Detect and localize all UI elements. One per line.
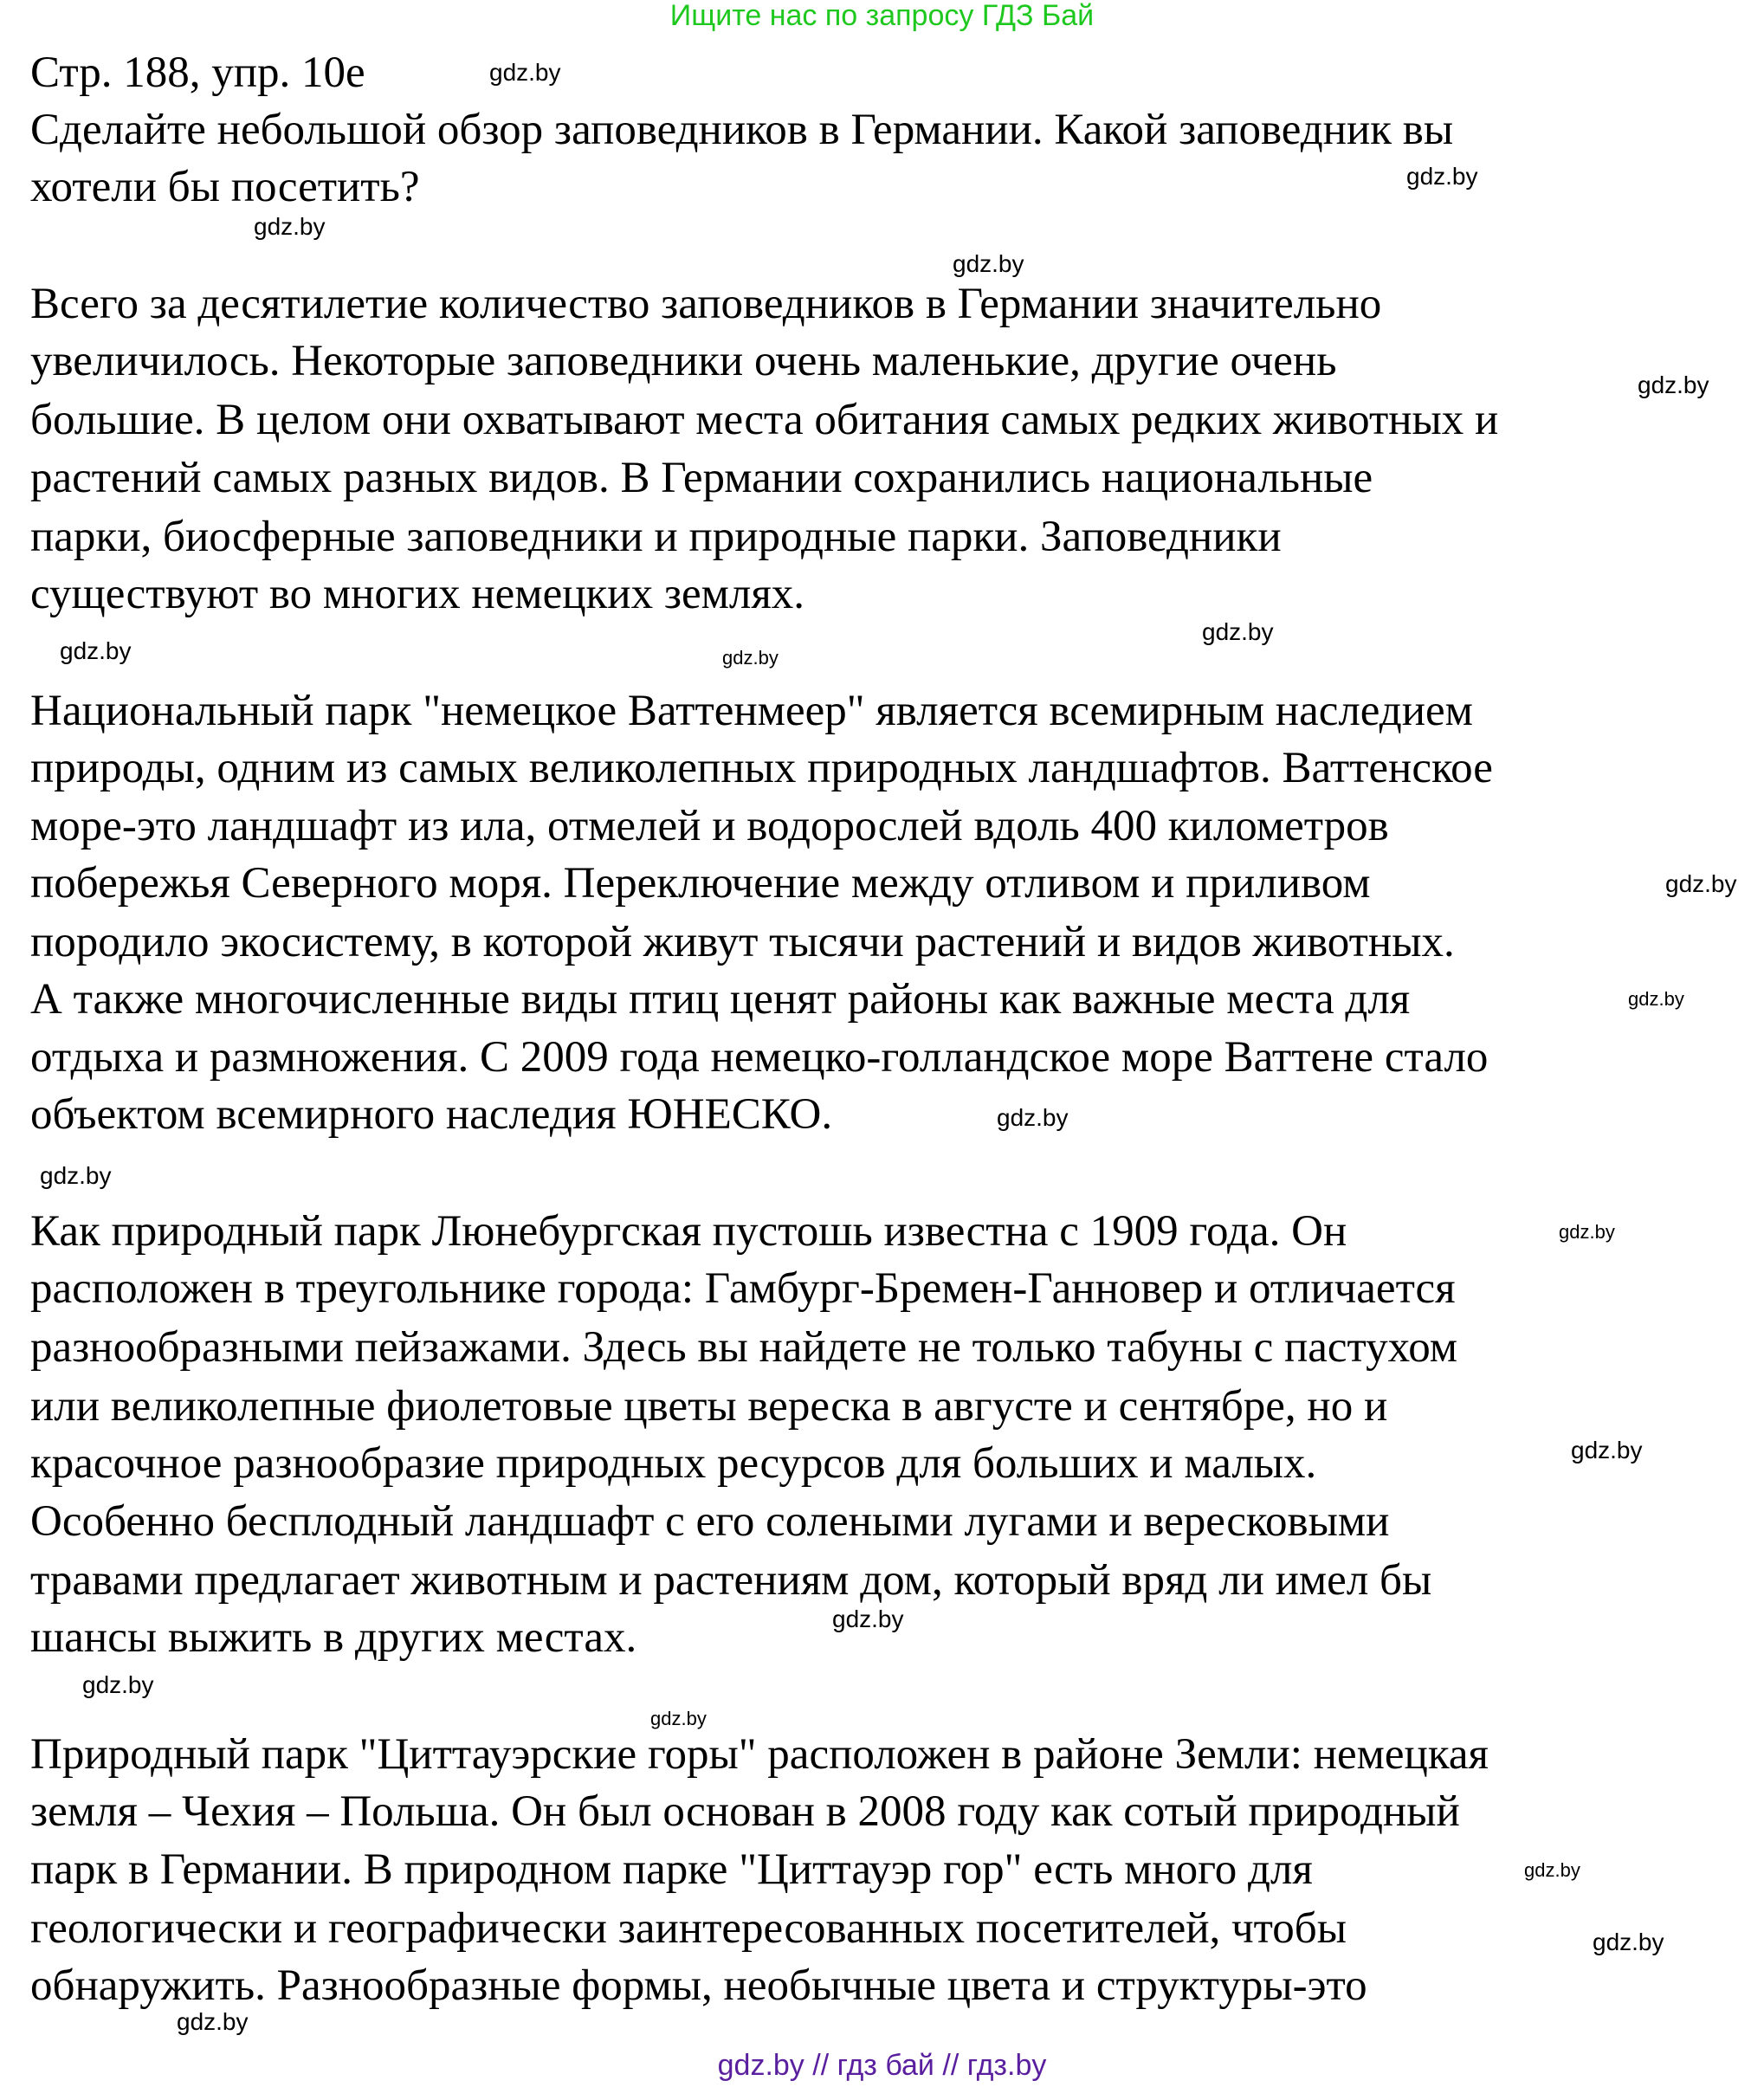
watermark: gdz.by — [650, 1708, 707, 1729]
watermark: gdz.by — [997, 1104, 1069, 1131]
paragraph-line: расположен в треугольнике города: Гамбург-Бремен-Ганновер и отличается — [30, 1264, 1456, 1313]
question-line: Сделайте небольшой обзор заповедников в Германии. Какой заповедник вы — [30, 106, 1454, 154]
watermark: gdz.by — [489, 59, 561, 86]
watermark: gdz.by — [1665, 870, 1737, 897]
paragraph-line: Как природный парк Люнебургская пустошь известна с 1909 года. Он — [30, 1207, 1347, 1256]
paragraph-line: Природный парк "Циттауэрские горы" расположен в районе Земли: немецкая — [30, 1730, 1489, 1779]
paragraph-line: растений самых разных видов. В Германии сохранились национальные — [30, 454, 1373, 502]
watermark: gdz.by — [722, 647, 779, 669]
watermark: gdz.by — [832, 1606, 904, 1632]
footer-watermark: gdz.by // гдз бай // гдз.by — [717, 2049, 1047, 2082]
paragraph-line: объектом всемирного наследия ЮНЕСКО. — [30, 1090, 833, 1139]
paragraph-line: природы, одним из самых великолепных природных ландшафтов. Ваттенское — [30, 744, 1493, 792]
watermark: gdz.by — [953, 250, 1024, 277]
watermark: gdz.by — [254, 213, 326, 240]
watermark: gdz.by — [177, 2008, 249, 2035]
paragraph-line: большие. В целом они охватывают места обитания самых редких животных и — [30, 396, 1499, 444]
paragraph-line: или великолепные фиолетовые цветы вереска в августе и сентябре, но и — [30, 1382, 1388, 1431]
watermark: gdz.by — [1628, 988, 1684, 1010]
watermark: gdz.by — [60, 637, 132, 664]
paragraph-line: земля – Чехия – Польша. Он был основан в 2008 году как сотый природный — [30, 1787, 1460, 1836]
watermark: gdz.by — [1524, 1859, 1580, 1881]
watermark: gdz.by — [1593, 1929, 1664, 1955]
watermark: gdz.by — [40, 1162, 112, 1189]
paragraph-line: шансы выжить в других местах. — [30, 1613, 637, 1662]
watermark: gdz.by — [1559, 1221, 1615, 1243]
paragraph-line: обнаружить. Разнообразные формы, необычные цвета и структуры-это — [30, 1961, 1367, 2010]
paragraph-line: красочное разнообразие природных ресурсов для больших и малых. — [30, 1439, 1317, 1488]
paragraph-line: существуют во многих немецких землях. — [30, 570, 805, 618]
paragraph-line: парки, биосферные заповедники и природные парки. Заповедники — [30, 513, 1282, 561]
paragraph-line: побережья Северного моря. Переключение между отливом и приливом — [30, 859, 1371, 908]
paragraph-line: травами предлагает животным и растениям дом, который вряд ли имел бы — [30, 1556, 1432, 1605]
watermark: gdz.by — [1406, 163, 1478, 190]
paragraph-line: геологически и географически заинтересованных посетителей, чтобы — [30, 1904, 1347, 1953]
watermark: gdz.by — [1571, 1437, 1643, 1463]
paragraph-line: море-это ландшафт из ила, отмелей и водорослей вдоль 400 километров — [30, 802, 1389, 850]
search-banner: Ищите нас по запросу ГДЗ Бай — [669, 0, 1095, 32]
paragraph-line: разнообразными пейзажами. Здесь вы найдете не только табуны с пастухом — [30, 1323, 1458, 1372]
paragraph-line: Всего за десятилетие количество заповедников в Германии значительно — [30, 280, 1382, 328]
paragraph-line: Национальный парк "немецкое Ваттенмеер" является всемирным наследием — [30, 687, 1473, 735]
paragraph-line: увеличилось. Некоторые заповедники очень маленькие, другие очень — [30, 337, 1337, 385]
question-line: хотели бы посетить? — [30, 163, 420, 211]
exercise-header: Стр. 188, упр. 10е — [30, 48, 365, 97]
paragraph-line: А также многочисленные виды птиц ценят районы как важные места для — [30, 975, 1411, 1024]
paragraph-line: Особенно бесплодный ландшафт с его солеными лугами и вересковыми — [30, 1497, 1390, 1546]
paragraph-line: парк в Германии. В природном парке "Циттауэр гор" есть много для — [30, 1845, 1313, 1894]
paragraph-line: отдыха и размножения. С 2009 года немецко-голландское море Ваттене стало — [30, 1033, 1489, 1082]
watermark: gdz.by — [1638, 372, 1709, 398]
paragraph-line: породило экосистему, в которой живут тысячи растений и видов животных. — [30, 918, 1455, 966]
watermark: gdz.by — [82, 1671, 154, 1698]
watermark: gdz.by — [1202, 618, 1274, 645]
